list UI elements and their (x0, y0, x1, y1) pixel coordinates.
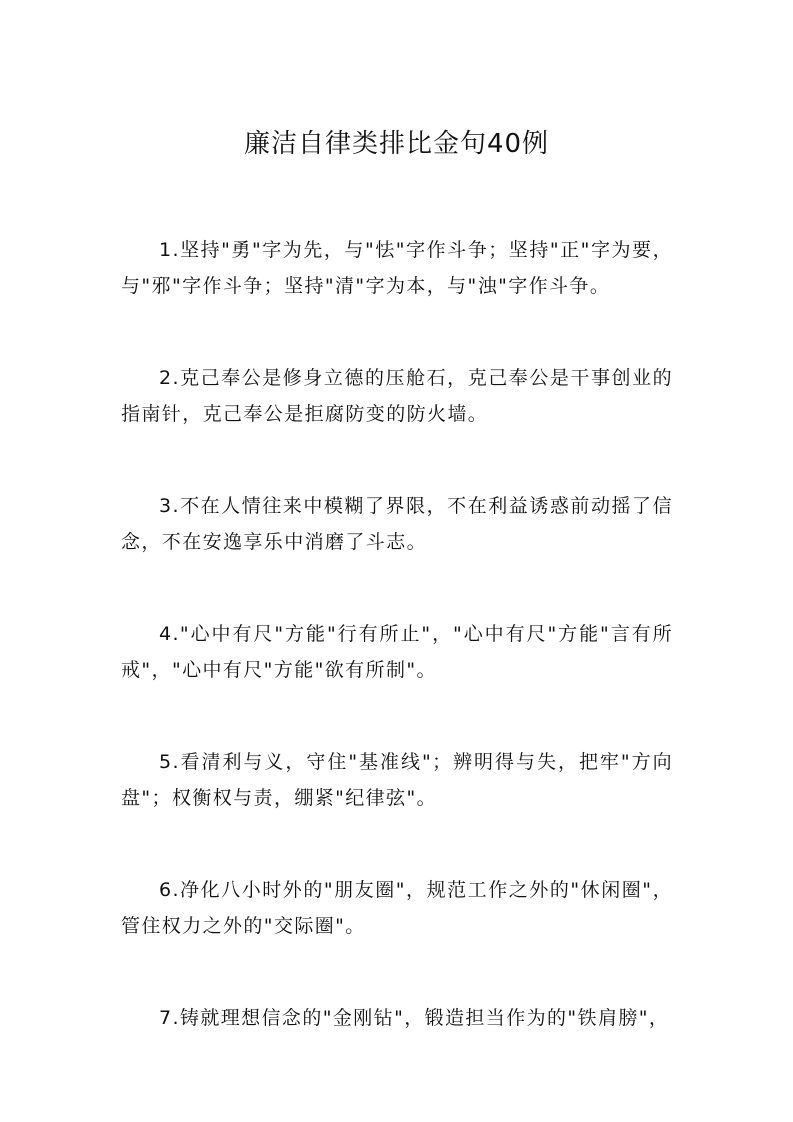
document-body (121, 232, 673, 1092)
paragraph-6: 6.净化八小时外的"朋友圈"，规范工作之外的"休闲圈"，管住权力之外的"交际圈"。 (121, 879, 673, 937)
paragraph-3: 3.不在人情往来中模糊了界限，不在利益诱惑前动摇了信念，不在安逸享乐中消磨了斗志。 (121, 495, 673, 553)
paragraph-1: 1.坚持"勇"字为先，与"怯"字作斗争；坚持"正"字为要，与"邪"字作斗争；坚持"清"字为本，与"浊"字作斗争。 (121, 239, 673, 297)
document-title: 廉洁自律类排比金句40例 (243, 129, 550, 159)
paragraph-7: 7.铸就理想信念的"金刚钻"，锻造担当作为的"铁肩膀"， (159, 1007, 670, 1029)
paragraph-4: 4."心中有尺"方能"行有所止"，"心中有尺"方能"言有所戒"，"心中有尺"方能"欲有所制"。 (121, 623, 673, 681)
paragraph-5: 5.看清利与义，守住"基准线"；辨明得与失，把牢"方向盘"；权衡权与责，绷紧"纪律弦"。 (121, 751, 673, 809)
paragraph-2: 2.克己奉公是修身立德的压舱石，克己奉公是干事创业的指南针，克己奉公是拒腐防变的防火墙。 (121, 367, 673, 425)
